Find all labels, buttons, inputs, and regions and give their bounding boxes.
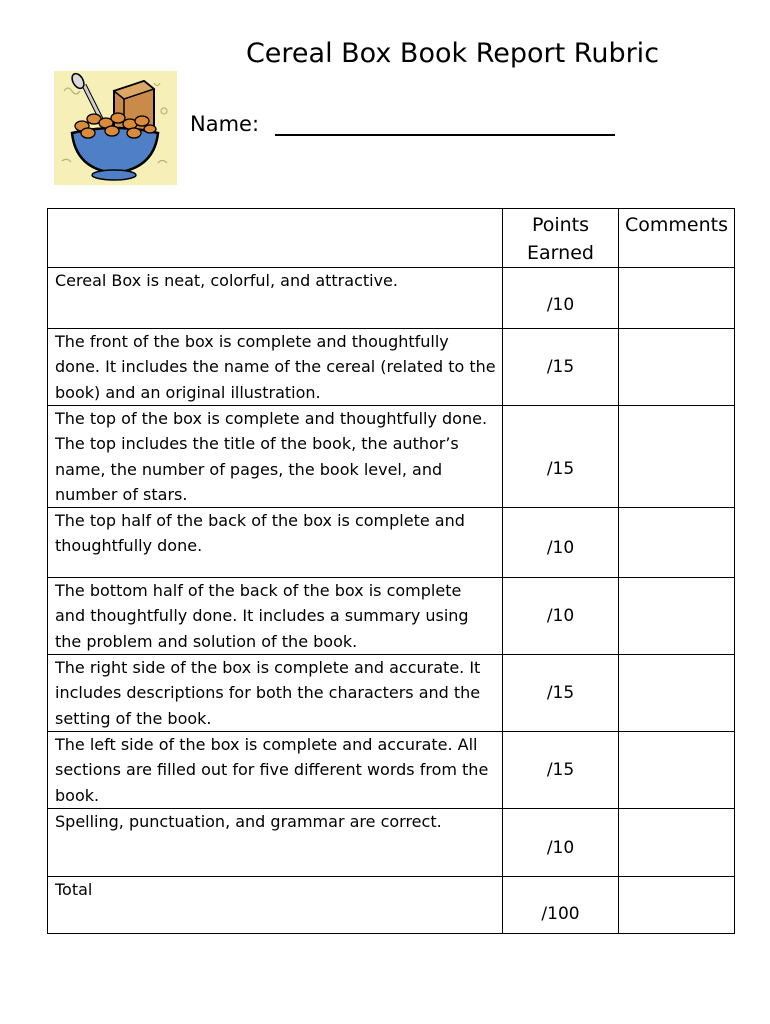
comments-cell[interactable] [619,268,735,329]
total-points-cell: /100 [503,876,619,933]
table-row [48,732,735,809]
comments-cell[interactable] [619,732,735,809]
points-cell: /15 [503,406,619,508]
criterion-cell: The top of the box is complete and thoughtfully done. The top includes the title of the book, the author’s name, the number of pages, the book level, and number of stars. [48,406,503,508]
points-cell: /10 [503,808,619,876]
table-row [48,655,735,732]
points-cell: /10 [503,578,619,655]
criterion-cell: The bottom half of the back of the box is complete and thoughtfully done. It includes a summary using the problem and solution of the book. [48,578,503,655]
cereal-bowl-clipart [54,71,177,185]
criterion-cell: Cereal Box is neat, colorful, and attractive. [48,268,503,329]
header-comments: Comments [619,209,735,268]
comments-cell[interactable] [619,655,735,732]
name-field [190,112,615,136]
table-header-row [48,209,735,268]
points-cell: /15 [503,732,619,809]
comments-cell[interactable] [619,808,735,876]
points-cell: /10 [503,268,619,329]
criterion-cell: Spelling, punctuation, and grammar are correct. [48,808,503,876]
name-blank-line[interactable] [275,112,615,136]
name-label: Name: [190,112,260,136]
points-cell: /15 [503,655,619,732]
page-title: Cereal Box Book Report Rubric [245,38,660,69]
comments-cell[interactable] [619,876,735,933]
criterion-cell: The front of the box is complete and thoughtfully done. It includes the name of the cereal (related to the book) and an original illustration. [48,329,503,406]
header-criterion [48,209,503,268]
table-row [48,268,735,329]
points-cell: /15 [503,329,619,406]
criterion-cell: The right side of the box is complete and accurate. It includes descriptions for both the characters and the setting of the book. [48,655,503,732]
table-row [48,329,735,406]
total-label-cell: Total [48,876,503,933]
table-row-total [48,876,735,933]
comments-cell[interactable] [619,406,735,508]
table-row [48,578,735,655]
rubric-table [47,208,735,934]
header-points-earned: Points Earned [503,209,619,268]
comments-cell[interactable] [619,578,735,655]
table-row [48,508,735,578]
points-cell: /10 [503,508,619,578]
comments-cell[interactable] [619,508,735,578]
criterion-cell: The left side of the box is complete and accurate. All sections are filled out for five different words from the book. [48,732,503,809]
table-row [48,808,735,876]
comments-cell[interactable] [619,329,735,406]
table-row [48,406,735,508]
criterion-cell: The top half of the back of the box is complete and thoughtfully done. [48,508,503,578]
